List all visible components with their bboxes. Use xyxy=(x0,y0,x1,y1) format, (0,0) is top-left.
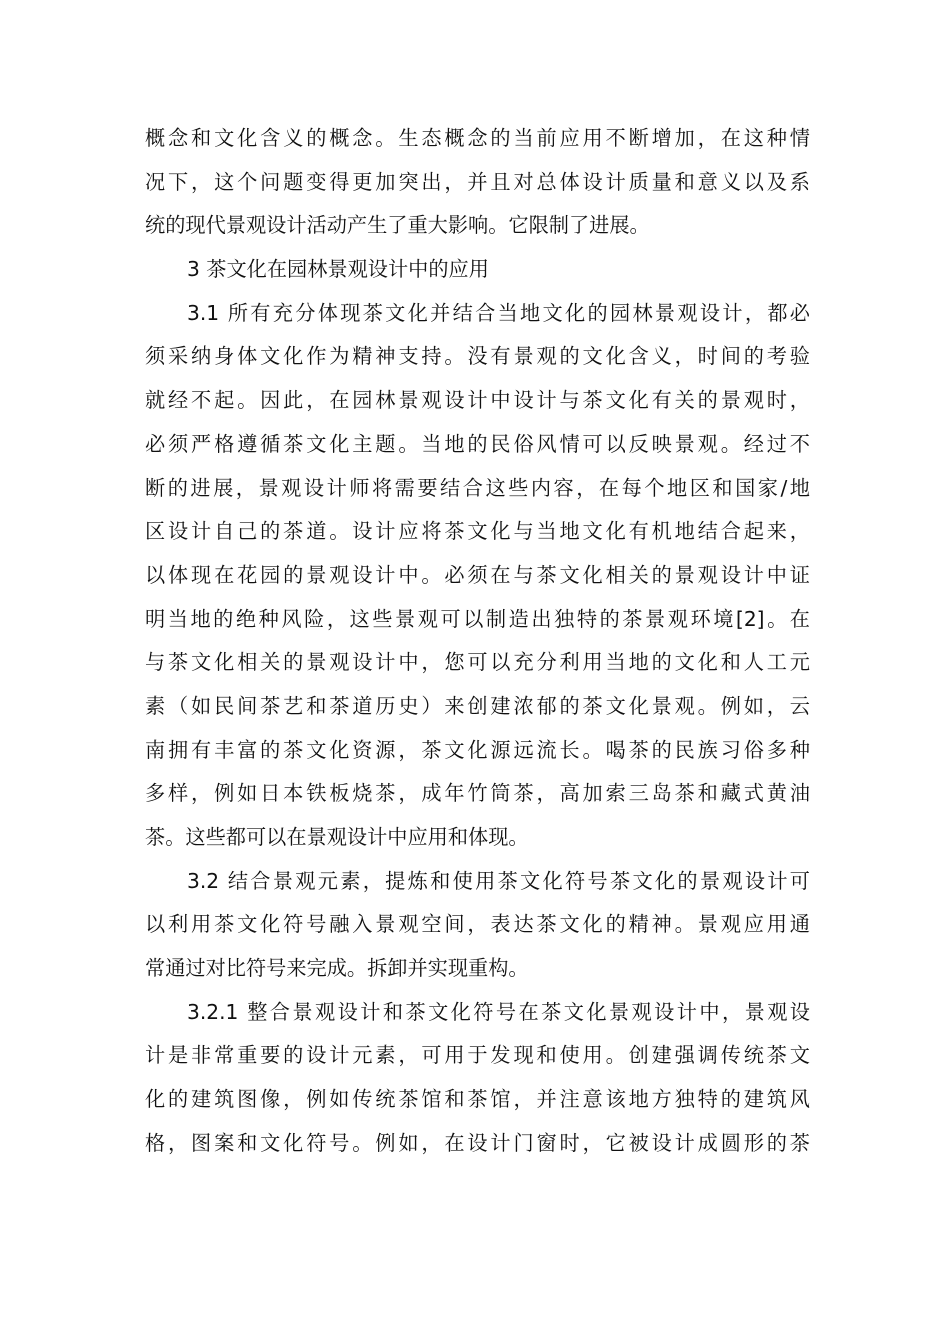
text-line: 计是非常重要的设计元素，可用于发现和使用。创建强调传统茶文 xyxy=(145,1043,810,1068)
text-line: 化的建筑图像，例如传统茶馆和茶馆，并注意该地方独特的建筑风 xyxy=(145,1087,810,1112)
text-line: 素（如民间茶艺和茶道历史）来创建浓郁的茶文化景观。例如，云 xyxy=(145,693,810,718)
text-line: 茶。这些都可以在景观设计中应用和体现。 xyxy=(145,825,529,849)
body-text xyxy=(145,117,810,1166)
text-line: 3.2 结合景观元素，提炼和使用茶文化符号茶文化的景观设计可 xyxy=(187,868,810,893)
text-line: 断的进展，景观设计师将需要结合这些内容，在每个地区和国家/地 xyxy=(145,475,810,500)
text-line: 3.1 所有充分体现茶文化并结合当地文化的园林景观设计，都必 xyxy=(187,300,810,325)
text-line: 3 茶文化在园林景观设计中的应用 xyxy=(187,257,489,282)
text-line: 况下，这个问题变得更加突出，并且对总体设计质量和意义以及系 xyxy=(145,169,810,194)
text-line: 明当地的绝种风险，这些景观可以制造出独特的茶景观环境[2]。在 xyxy=(145,606,810,631)
text-line: 常通过对比符号来完成。拆卸并实现重构。 xyxy=(145,956,529,981)
text-line: 以体现在花园的景观设计中。必须在与茶文化相关的景观设计中证 xyxy=(145,562,810,587)
text-line: 须采纳身体文化作为精神支持。没有景观的文化含义，时间的考验 xyxy=(145,344,810,369)
text-line: 概念和文化含义的概念。生态概念的当前应用不断增加，在这种情 xyxy=(145,126,810,150)
text-line: 以利用茶文化符号融入景观空间，表达茶文化的精神。景观应用通 xyxy=(145,912,810,937)
text-line: 3.2.1 整合景观设计和茶文化符号在茶文化景观设计中，景观设 xyxy=(187,999,810,1024)
text-line: 统的现代景观设计活动产生了重大影响。它限制了进展。 xyxy=(145,213,650,238)
text-line: 就经不起。因此，在园林景观设计中设计与茶文化有关的景观时， xyxy=(145,388,810,413)
text-line: 与茶文化相关的景观设计中，您可以充分利用当地的文化和人工元 xyxy=(145,650,810,675)
text-line: 多样，例如日本铁板烧茶，成年竹筒茶，高加索三岛茶和藏式黄油 xyxy=(145,781,810,806)
text-line: 南拥有丰富的茶文化资源，茶文化源远流长。喝茶的民族习俗多种 xyxy=(145,737,810,762)
text-line: 必须严格遵循茶文化主题。当地的民俗风情可以反映景观。经过不 xyxy=(145,431,810,456)
text-line: 格，图案和文化符号。例如，在设计门窗时，它被设计成圆形的茶 xyxy=(145,1130,810,1155)
text-line: 区设计自己的茶道。设计应将茶文化与当地文化有机地结合起来， xyxy=(145,519,810,544)
